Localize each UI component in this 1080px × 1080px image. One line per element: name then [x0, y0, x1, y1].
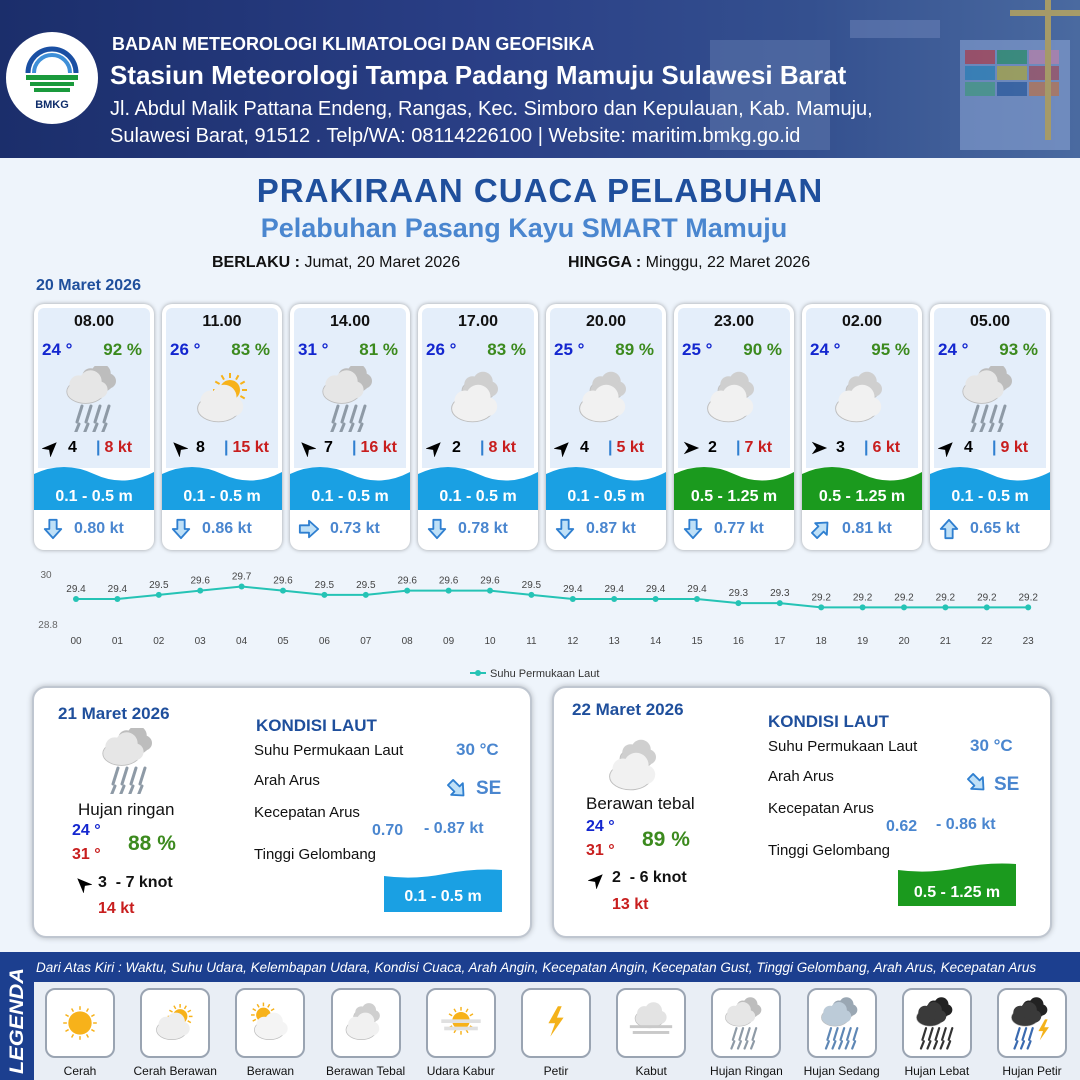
- legend-item: [616, 988, 686, 1058]
- card-current-speed: 0.77 kt: [714, 520, 764, 537]
- day1-date: 20 Maret 2026: [36, 277, 141, 294]
- sst-point: [818, 604, 824, 610]
- sst-data-label: 29.3: [770, 588, 790, 600]
- daily-humidity: 89 %: [642, 828, 690, 851]
- cerah-berawan-icon: [186, 366, 260, 432]
- card-current-speed: 0.78 kt: [458, 520, 508, 537]
- card-humidity: 83 %: [231, 340, 270, 359]
- card-temperature: 26 °: [170, 340, 201, 359]
- current-direction-icon: [426, 518, 448, 540]
- sst-point: [156, 592, 162, 598]
- card-time: 02.00: [841, 313, 883, 330]
- card-time: 23.00: [713, 313, 755, 330]
- card-wind: [40, 438, 148, 458]
- card-gust-value: 9 kt: [1000, 439, 1029, 456]
- card-current: [418, 516, 538, 544]
- card-wind-speed: 3: [836, 439, 845, 456]
- current-speed-max: - 0.86 kt: [936, 816, 996, 833]
- station-address: [110, 96, 1070, 150]
- card-time: 11.00: [202, 313, 242, 330]
- legend-item-label: Hujan Lebat: [904, 1064, 970, 1078]
- sst-point: [735, 600, 741, 606]
- x-tick-label: 00: [70, 636, 82, 647]
- wind-direction-icon: [42, 439, 60, 457]
- card-gust-value: 5 kt: [616, 439, 645, 456]
- legend-item: [426, 988, 496, 1058]
- sst-data-label: 29.5: [521, 579, 542, 591]
- card-wind: [168, 438, 276, 458]
- daily-date: 22 Maret 2026: [572, 700, 684, 719]
- card-temperature: 31 °: [298, 340, 329, 359]
- card-gust-value: 6 kt: [872, 439, 901, 456]
- legend-item: [45, 988, 115, 1058]
- logo-text: BMKG: [35, 99, 69, 111]
- y-tick-label: 28.8: [38, 620, 58, 631]
- hour-card: [802, 304, 922, 550]
- sst-point: [570, 596, 576, 602]
- legend-item-label: Cerah Berawan: [133, 1064, 217, 1078]
- card-temperature: 24 °: [938, 340, 969, 359]
- card-gust-value: 16 kt: [360, 439, 397, 456]
- sst-data-label: 29.4: [66, 584, 86, 595]
- card-wave-height: 0.1 - 0.5 m: [567, 488, 645, 505]
- sst-data-label: 29.2: [935, 592, 956, 604]
- current-direction-label: Arah Arus: [768, 768, 834, 785]
- bmkg-logo: [6, 32, 98, 124]
- legend-item-label: Hujan Petir: [1002, 1064, 1062, 1078]
- daily-temp-min: 24 °: [586, 818, 615, 835]
- valid-to-value: Minggu, 22 Maret 2026: [645, 254, 811, 271]
- daily-wave-height: 0.5 - 1.25 m: [913, 884, 1001, 901]
- header-banner: [0, 0, 1080, 158]
- sst-data-label: 29.2: [811, 592, 831, 604]
- x-tick-label: 20: [898, 636, 910, 647]
- card-gust: | 6 kt: [864, 439, 901, 456]
- card-gust: | 15 kt: [224, 439, 269, 456]
- berawan-icon: [243, 996, 297, 1050]
- berawan-tebal-icon: [826, 366, 900, 432]
- card-gust: | 16 kt: [352, 439, 397, 456]
- card-current-speed: 0.73 kt: [330, 520, 380, 537]
- legend-item: [521, 988, 591, 1058]
- card-time: 14.00: [329, 313, 371, 330]
- sst-point: [694, 596, 700, 602]
- card-time: 08.00: [73, 313, 115, 330]
- sea-condition-title: KONDISI LAUT: [768, 712, 889, 731]
- x-tick-label: 18: [815, 636, 827, 647]
- sst-label: Suhu Permukaan Laut: [768, 738, 918, 755]
- sst-data-label: 29.6: [397, 575, 417, 587]
- hour-card: [34, 304, 154, 550]
- card-wind: [552, 438, 660, 458]
- sst-point: [280, 588, 286, 594]
- card-wave-height: 0.1 - 0.5 m: [439, 488, 517, 505]
- legend-item-label: Cerah: [63, 1064, 97, 1078]
- card-current: [162, 516, 282, 544]
- legend-item: [711, 988, 781, 1058]
- legend-item: [235, 988, 305, 1058]
- card-wave-height: 0.1 - 0.5 m: [55, 488, 133, 505]
- x-tick-label: 06: [318, 636, 330, 647]
- card-humidity: 83 %: [487, 340, 526, 359]
- kabut-icon: [624, 996, 678, 1050]
- legend-item: [902, 988, 972, 1058]
- sst-point: [901, 604, 907, 610]
- hujan-sedang-icon: [815, 996, 869, 1050]
- current-speed-max: - 0.87 kt: [424, 820, 484, 837]
- x-tick-label: 08: [401, 636, 413, 647]
- sst-value: 30 °C: [970, 736, 1013, 755]
- wind-direction-icon: [588, 871, 606, 889]
- x-tick-label: 10: [484, 636, 496, 647]
- current-direction-icon: [446, 778, 468, 800]
- legend-description: Dari Atas Kiri : Waktu, Suhu Udara, Kelembapan Udara, Kondisi Cuaca, Arah Angin, Kecepatan Angin, Kecepatan Gust, Tinggi Gelombang, Arah Arus, Kecepatan Arus: [36, 960, 1037, 975]
- x-tick-label: 12: [567, 636, 579, 647]
- card-wave-height: 0.5 - 1.25 m: [690, 488, 778, 505]
- sst-data-label: 29.6: [438, 575, 459, 587]
- daily-temp-max: 31 °: [72, 846, 101, 863]
- x-tick-label: 16: [732, 636, 744, 647]
- wind-direction-icon: [170, 439, 188, 457]
- sst-point: [942, 604, 948, 610]
- legend-items: [34, 982, 1080, 1080]
- sst-data-label: 29.6: [273, 575, 293, 587]
- legend-item-label: Hujan Sedang: [803, 1064, 880, 1078]
- petir-icon: [529, 996, 583, 1050]
- daily-panel-day3: [552, 686, 1052, 938]
- sst-data-label: 29.5: [149, 579, 169, 591]
- berawan-tebal-icon: [570, 366, 644, 432]
- card-wave-height: 0.5 - 1.25 m: [818, 488, 906, 505]
- card-temperature: 25 °: [682, 340, 713, 359]
- cerah-icon: [53, 996, 107, 1050]
- card-gust: | 8 kt: [480, 439, 517, 456]
- card-current: [674, 516, 794, 544]
- valid-from: [212, 254, 460, 272]
- card-gust: | 5 kt: [608, 439, 645, 456]
- card-wind: [936, 438, 1044, 458]
- daily-condition: Berawan tebal: [586, 794, 695, 813]
- x-tick-label: 21: [939, 636, 951, 647]
- current-speed-label: Kecepatan Arus: [768, 800, 874, 817]
- x-tick-label: 14: [650, 636, 662, 647]
- card-gust-value: 15 kt: [232, 439, 269, 456]
- sst-chart: [30, 564, 1060, 682]
- sst-data-label: 29.3: [728, 588, 749, 600]
- card-wave-height: 0.1 - 0.5 m: [311, 488, 389, 505]
- daily-date: 21 Maret 2026: [58, 704, 170, 723]
- legend-item: [807, 988, 877, 1058]
- hour-card: [418, 304, 538, 550]
- legend-label: Suhu Permukaan Laut: [490, 668, 600, 680]
- org-name: BADAN METEOROLOGI KLIMATOLOGI DAN GEOFISIKA: [112, 34, 595, 54]
- card-wind-speed: 2: [708, 439, 717, 456]
- wind-direction-icon: [554, 439, 572, 457]
- card-time: 20.00: [585, 313, 627, 330]
- sea-condition-title: KONDISI LAUT: [256, 716, 377, 735]
- card-wave-height: 0.1 - 0.5 m: [951, 488, 1029, 505]
- sst-data-label: 29.4: [604, 584, 624, 595]
- legend-item: [997, 988, 1067, 1058]
- card-wave-height: 0.1 - 0.5 m: [183, 488, 261, 505]
- wind-direction-icon: [682, 439, 700, 457]
- card-humidity: 93 %: [999, 340, 1038, 359]
- card-wind: [808, 438, 916, 458]
- address-line-2: Sulawesi Barat, 91512 . Telp/WA: 08114226100 | Website: maritim.bmkg.go.id: [110, 125, 801, 147]
- daily-temp-min: 24 °: [72, 822, 101, 839]
- legend: [0, 952, 1080, 1080]
- legend-item-label: Berawan: [246, 1064, 295, 1078]
- current-direction-icon: [554, 518, 576, 540]
- sst-data-label: 29.6: [190, 575, 210, 587]
- sst-point: [1025, 604, 1031, 610]
- legend-title: [3, 966, 31, 1076]
- hour-card: [930, 304, 1050, 550]
- card-current-speed: 0.80 kt: [74, 520, 124, 537]
- station-name: Stasiun Meteorologi Tampa Padang Mamuju Sulawesi Barat: [110, 60, 847, 90]
- sst-data-label: 29.4: [687, 584, 707, 595]
- x-tick-label: 11: [526, 636, 537, 647]
- sst-data-label: 29.2: [852, 592, 873, 604]
- page-subtitle: Pelabuhan Pasang Kayu SMART Mamuju: [260, 213, 788, 243]
- card-humidity: 89 %: [615, 340, 654, 359]
- wind-direction-icon: [938, 439, 956, 457]
- sst-value: 30 °C: [456, 740, 499, 759]
- sst-data-label: 29.4: [563, 584, 583, 595]
- current-direction-value: SE: [476, 778, 502, 799]
- card-temperature: 24 °: [810, 340, 841, 359]
- current-direction-icon: [966, 772, 988, 794]
- card-wind-speed: 4: [964, 439, 973, 456]
- card-gust-value: 8 kt: [104, 439, 133, 456]
- card-current: [290, 516, 410, 544]
- sst-point: [611, 596, 617, 602]
- x-tick-label: 13: [608, 636, 620, 647]
- current-direction-label: Arah Arus: [254, 772, 320, 789]
- daily-gust: 14 kt: [98, 900, 135, 917]
- card-wind: [296, 438, 404, 458]
- card-time: 17.00: [457, 313, 499, 330]
- sst-series-line: [76, 587, 1028, 608]
- legend-marker: [475, 670, 481, 676]
- card-humidity: 92 %: [103, 340, 142, 359]
- legend-item-label: Udara Kabur: [426, 1064, 495, 1078]
- x-tick-label: 04: [236, 636, 248, 647]
- sst-point: [528, 592, 534, 598]
- card-humidity: 95 %: [871, 340, 910, 359]
- hour-card: [674, 304, 794, 550]
- sst-data-label: 29.6: [480, 575, 500, 587]
- valid-to: [568, 254, 810, 272]
- card-current-speed: 0.87 kt: [586, 520, 636, 537]
- card-temperature: 25 °: [554, 340, 585, 359]
- wind-direction-icon: [810, 439, 828, 457]
- sst-data-label: 29.2: [1018, 592, 1038, 604]
- wind-direction-icon: [298, 439, 316, 457]
- sst-point: [321, 592, 327, 598]
- sst-point: [114, 596, 120, 602]
- card-wind-speed: 2: [452, 439, 461, 456]
- legend-item-label: Petir: [543, 1064, 569, 1078]
- hujan-ringan-icon: [92, 728, 170, 794]
- sst-point: [363, 592, 369, 598]
- y-tick-label: 30: [40, 570, 52, 581]
- sst-point: [777, 600, 783, 606]
- berawan-tebal-icon: [339, 996, 393, 1050]
- card-wind-speed: 4: [580, 439, 589, 456]
- card-humidity: 90 %: [743, 340, 782, 359]
- sst-point: [73, 596, 79, 602]
- sst-data-label: 29.2: [977, 592, 997, 604]
- wave-height-label: Tinggi Gelombang: [768, 842, 891, 859]
- valid-to-label: HINGGA :: [568, 254, 642, 271]
- card-current: [546, 516, 666, 544]
- sst-point: [446, 588, 452, 594]
- current-direction-icon: [170, 518, 192, 540]
- daily-condition: Hujan ringan: [78, 800, 175, 819]
- page-title: PRAKIRAAN CUACA PELABUHAN: [256, 172, 824, 209]
- x-tick-label: 03: [194, 636, 206, 647]
- current-speed-label: Kecepatan Arus: [254, 804, 360, 821]
- current-direction-icon: [682, 518, 704, 540]
- current-direction-icon: [298, 518, 320, 540]
- udara-kabur-icon: [434, 996, 488, 1050]
- card-current-speed: 0.81 kt: [842, 520, 892, 537]
- valid-from-value: Jumat, 20 Maret 2026: [304, 254, 461, 271]
- current-direction-icon: [938, 518, 960, 540]
- hujan-ringan-icon: [314, 366, 388, 432]
- card-wind-speed: 4: [68, 439, 77, 456]
- daily-gust: 13 kt: [612, 896, 649, 913]
- x-tick-label: 23: [1022, 636, 1034, 647]
- sst-data-label: 29.5: [314, 579, 335, 591]
- card-gust: | 9 kt: [992, 439, 1029, 456]
- daily-wave-height: 0.1 - 0.5 m: [404, 888, 482, 905]
- sst-point: [984, 604, 990, 610]
- sst-data-label: 29.5: [356, 579, 376, 591]
- hour-card: [162, 304, 282, 550]
- address-line-1: Jl. Abdul Malik Pattana Endeng, Rangas, Kec. Simboro dan Kepulauan, Kab. Mamuju,: [110, 98, 873, 120]
- daily-wind-speed: 2 - 6 knot: [612, 869, 687, 886]
- x-tick-label: 19: [857, 636, 869, 647]
- legend-item-label: Hujan Ringan: [710, 1064, 783, 1078]
- sst-data-label: 29.4: [645, 584, 666, 595]
- sst-point: [653, 596, 659, 602]
- hujan-ringan-icon: [954, 366, 1028, 432]
- hour-card: [546, 304, 666, 550]
- card-humidity: 81 %: [359, 340, 398, 359]
- cerah-berawan-icon: [148, 996, 202, 1050]
- wind-direction-icon: [426, 439, 444, 457]
- legend-item: [331, 988, 401, 1058]
- svg-text:LEGENDA: LEGENDA: [7, 981, 28, 1074]
- x-tick-label: 15: [691, 636, 703, 647]
- current-speed-min: 0.70: [372, 822, 404, 839]
- hujan-lebat-icon: [910, 996, 964, 1050]
- card-wind: [424, 438, 532, 458]
- berawan-tebal-icon: [598, 734, 676, 800]
- hour-card: [290, 304, 410, 550]
- sst-data-label: 29.2: [894, 592, 914, 604]
- hujan-ringan-icon: [719, 996, 773, 1050]
- valid-from-label: BERLAKU :: [212, 254, 300, 271]
- sst-label: Suhu Permukaan Laut: [254, 742, 404, 759]
- daily-humidity: 88 %: [128, 832, 176, 855]
- card-wind-speed: 7: [324, 439, 333, 456]
- berawan-tebal-icon: [442, 366, 516, 432]
- sst-data-label: 29.7: [231, 571, 252, 583]
- card-wind-speed: 8: [196, 439, 205, 456]
- card-temperature: 26 °: [426, 340, 457, 359]
- x-tick-label: 07: [360, 636, 372, 647]
- sst-point: [404, 588, 410, 594]
- berawan-tebal-icon: [698, 366, 772, 432]
- current-direction-value: SE: [994, 774, 1020, 795]
- wave-height-label: Tinggi Gelombang: [254, 846, 377, 863]
- sst-point: [860, 604, 866, 610]
- current-speed-min: 0.62: [886, 818, 918, 835]
- card-time: 05.00: [969, 313, 1011, 330]
- x-tick-label: 01: [111, 636, 123, 647]
- card-current: [34, 516, 154, 544]
- x-tick-label: 05: [277, 636, 289, 647]
- card-gust-value: 8 kt: [488, 439, 517, 456]
- daily-panel-day2: [32, 686, 532, 938]
- sst-point: [239, 584, 245, 590]
- card-wind: [680, 438, 788, 458]
- card-temperature: 24 °: [42, 340, 73, 359]
- legend-item-label: Kabut: [635, 1064, 667, 1078]
- wind-direction-icon: [74, 875, 92, 893]
- card-current: [802, 516, 922, 544]
- daily-wind-speed: 3 - 7 knot: [98, 874, 173, 891]
- hujan-petir-icon: [1005, 996, 1059, 1050]
- sst-data-label: 29.4: [107, 584, 128, 595]
- current-direction-icon: [42, 518, 64, 540]
- daily-temp-max: 31 °: [586, 842, 615, 859]
- sst-point: [197, 588, 203, 594]
- bmkg-logo-icon: [20, 45, 84, 97]
- legend-item: [140, 988, 210, 1058]
- card-current-speed: 0.86 kt: [202, 520, 252, 537]
- card-gust: | 8 kt: [96, 439, 133, 456]
- card-gust: | 7 kt: [736, 439, 773, 456]
- current-direction-icon: [810, 518, 832, 540]
- x-tick-label: 17: [774, 636, 786, 647]
- x-tick-label: 22: [981, 636, 993, 647]
- x-tick-label: 02: [153, 636, 165, 647]
- card-current: [930, 516, 1050, 544]
- card-current-speed: 0.65 kt: [970, 520, 1020, 537]
- card-gust-value: 7 kt: [744, 439, 773, 456]
- legend-item-label: Berawan Tebal: [326, 1064, 406, 1078]
- sst-point: [487, 588, 493, 594]
- hujan-ringan-icon: [58, 366, 132, 432]
- x-tick-label: 09: [443, 636, 455, 647]
